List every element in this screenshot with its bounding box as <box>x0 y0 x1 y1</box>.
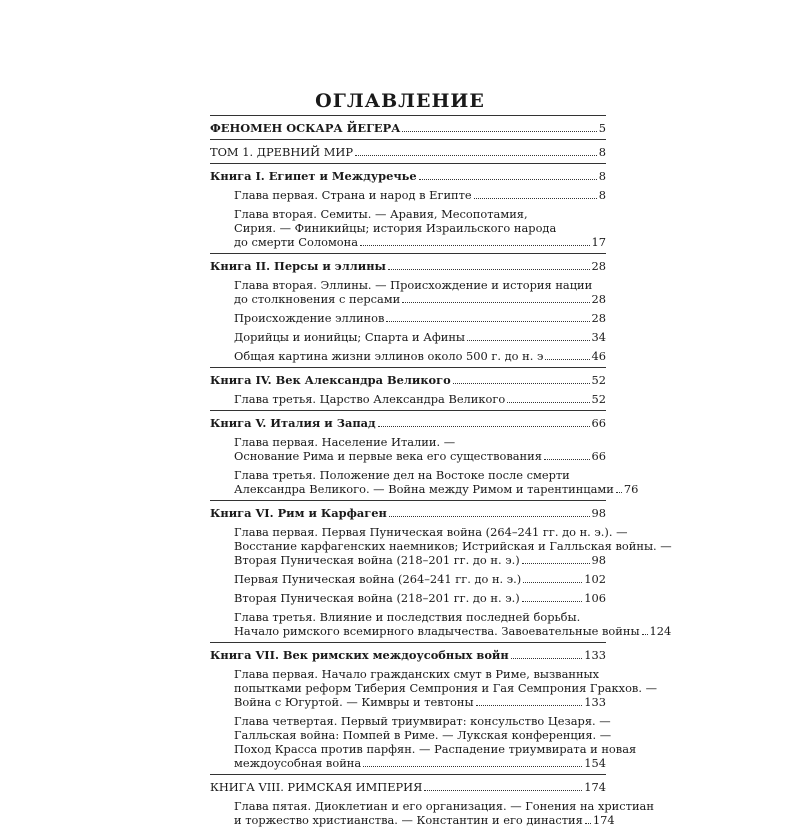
dot-leader <box>523 582 582 583</box>
dot-leader <box>402 302 589 303</box>
entry-line: и торжество христианства. — Константин и его династия <box>234 813 583 827</box>
entry-line: Галльская война: Помпей в Риме. — Лукская конференция. — <box>234 728 612 742</box>
entry-title: ФЕНОМЕН ОСКАРА ЙЕГЕРА <box>210 121 401 135</box>
entry-page: 46 <box>591 349 606 363</box>
entry-line: Глава первая. Начало гражданских смут в Риме, вызванных <box>234 667 600 681</box>
toc-entry <box>234 435 606 463</box>
toc-entry <box>234 572 606 586</box>
toc-entry <box>234 468 639 496</box>
divider <box>210 774 606 775</box>
dot-leader <box>474 198 597 199</box>
entry-title: Книга VI. Рим и Карфаген <box>210 506 387 520</box>
entry-line: междоусобная война <box>234 756 362 770</box>
entry-line: Глава третья. Положение дел на Востоке после смерти <box>234 468 570 482</box>
toc-entry <box>210 121 606 135</box>
toc-entry <box>234 525 672 567</box>
toc-entry <box>234 799 654 827</box>
dot-leader <box>363 766 582 767</box>
entry-line: Вторая Пуническая война (218–201 гг. до н. э.) <box>234 553 520 567</box>
toc-entry <box>234 207 606 249</box>
entry-line: Глава вторая. Эллины. — Происхождение и история нации <box>234 278 593 292</box>
entry-page: 154 <box>584 756 606 770</box>
dot-leader <box>419 179 597 180</box>
entry-page: 174 <box>592 813 615 827</box>
divider <box>210 139 606 140</box>
entry-line: Восстание карфагенских наемников; Истрийская и Галльская войны. — <box>234 539 672 553</box>
entry-page: 174 <box>584 780 606 794</box>
entry-title: Вторая Пуническая война (218–201 гг. до н. э.) <box>234 591 520 605</box>
dot-leader <box>544 459 590 460</box>
toc-entry <box>210 648 606 662</box>
divider <box>210 163 606 164</box>
entry-title: Книга II. Персы и эллины <box>210 259 386 273</box>
entry-page: 8 <box>598 188 606 202</box>
dot-leader <box>388 269 590 270</box>
entry-line: Глава первая. Население Италии. — <box>234 435 456 449</box>
divider <box>210 115 606 116</box>
dot-leader <box>522 601 583 602</box>
entry-title: Книга IV. Век Александра Великого <box>210 373 451 387</box>
divider <box>210 500 606 501</box>
entry-page: 52 <box>591 392 606 406</box>
entry-page: 98 <box>591 506 606 520</box>
entry-page: 66 <box>591 416 606 430</box>
entry-page: 5 <box>598 121 606 135</box>
toc-entry <box>234 330 606 344</box>
entry-title: ТОМ 1. ДРЕВНИЙ МИР <box>210 145 354 159</box>
entry-title: Глава первая. Страна и народ в Египте <box>234 188 472 202</box>
entry-line: Основание Рима и первые века его существования <box>234 449 542 463</box>
dot-leader <box>507 402 589 403</box>
entry-line: Сирия. — Финикийцы; история Израильского народа <box>234 221 557 235</box>
toc-entry <box>210 169 606 183</box>
entry-title: Общая картина жизни эллинов около 500 г. до н. э <box>234 349 544 363</box>
dot-leader <box>616 492 622 493</box>
entry-line: Глава пятая. Диоклетиан и его организация. — Гонения на христиан <box>234 799 654 813</box>
entry-page: 106 <box>584 591 606 605</box>
entry-page: 34 <box>591 330 606 344</box>
toc-entry <box>210 780 606 794</box>
toc-entry <box>210 416 606 430</box>
entry-page: 52 <box>591 373 606 387</box>
toc-entry <box>234 311 606 325</box>
entry-line: Глава четвертая. Первый триумвират: консульство Цезаря. — <box>234 714 611 728</box>
entry-page: 28 <box>591 292 606 306</box>
toc-entry <box>234 591 606 605</box>
dot-leader <box>467 340 590 341</box>
toc-entry <box>234 349 606 363</box>
toc-entry <box>234 610 672 638</box>
entry-title: Первая Пуническая война (264–241 гг. до н. э.) <box>234 572 522 586</box>
toc-entry <box>210 259 606 273</box>
entry-page: 8 <box>598 145 606 159</box>
entry-page: 28 <box>591 259 606 273</box>
dot-leader <box>642 634 648 635</box>
entry-title: Глава третья. Царство Александра Великого <box>234 392 506 406</box>
entry-page: 8 <box>598 169 606 183</box>
dot-leader <box>355 155 597 156</box>
entry-line: Начало римского всемирного владычества. Завоевательные войны <box>234 624 640 638</box>
dot-leader <box>424 790 582 791</box>
entry-line: Александра Великого. — Война между Римом и тарентинцами <box>234 482 614 496</box>
entry-page: 102 <box>584 572 606 586</box>
toc-entry <box>234 667 657 709</box>
dot-leader <box>545 359 589 360</box>
entry-title: Книга VII. Век римских междоусобных войн <box>210 648 509 662</box>
entry-page: 17 <box>591 235 606 249</box>
toc-entry <box>234 188 606 202</box>
toc-entry <box>210 373 606 387</box>
dot-leader <box>378 426 590 427</box>
entry-title: Дорийцы и ионийцы; Спарта и Афины <box>234 330 465 344</box>
divider <box>210 253 606 254</box>
entry-line: Глава третья. Влияние и последствия последней борьбы. <box>234 610 581 624</box>
toc-entry <box>210 506 606 520</box>
entry-line: до смерти Соломона <box>234 235 359 249</box>
entry-page: 28 <box>591 311 606 325</box>
entry-title: Книга I. Египет и Междуречье <box>210 169 417 183</box>
toc-entry <box>234 392 606 406</box>
entry-line: Поход Красса против парфян. — Распадение триумвирата и новая <box>234 742 637 756</box>
dot-leader <box>389 516 590 517</box>
entry-page: 76 <box>623 482 639 496</box>
dot-leader <box>476 705 583 706</box>
entry-page: 133 <box>584 695 606 709</box>
entry-page: 66 <box>591 449 606 463</box>
entry-title: КНИГА VIII. РИМСКАЯ ИМПЕРИЯ <box>210 780 423 794</box>
entry-page: 98 <box>591 553 606 567</box>
page-title: ОГЛАВЛЕНИЕ <box>315 90 485 112</box>
entry-title: Книга V. Италия и Запад <box>210 416 376 430</box>
divider <box>210 367 606 368</box>
entry-page: 124 <box>649 624 672 638</box>
table-of-contents <box>210 115 672 831</box>
toc-entry <box>234 714 637 770</box>
divider <box>210 642 606 643</box>
divider <box>210 410 606 411</box>
dot-leader <box>402 131 596 132</box>
entry-line: попытками реформ Тиберия Семпрония и Гая Семпрония Гракхов. — <box>234 681 657 695</box>
entry-line: Война с Югуртой. — Кимвры и тевтоны <box>234 695 474 709</box>
dot-leader <box>522 563 590 564</box>
entry-line: Глава первая. Первая Пуническая война (264–241 гг. до н. э.). — <box>234 525 628 539</box>
entry-title: Происхождение эллинов <box>234 311 385 325</box>
dot-leader <box>453 383 590 384</box>
toc-entry <box>234 278 606 306</box>
dot-leader <box>511 658 583 659</box>
entry-line: до столкновения с персами <box>234 292 401 306</box>
entry-line: Глава вторая. Семиты. — Аравия, Месопотамия, <box>234 207 528 221</box>
dot-leader <box>360 245 589 246</box>
dot-leader <box>585 823 591 824</box>
entry-page: 133 <box>584 648 606 662</box>
dot-leader <box>386 321 589 322</box>
toc-entry <box>210 145 606 159</box>
